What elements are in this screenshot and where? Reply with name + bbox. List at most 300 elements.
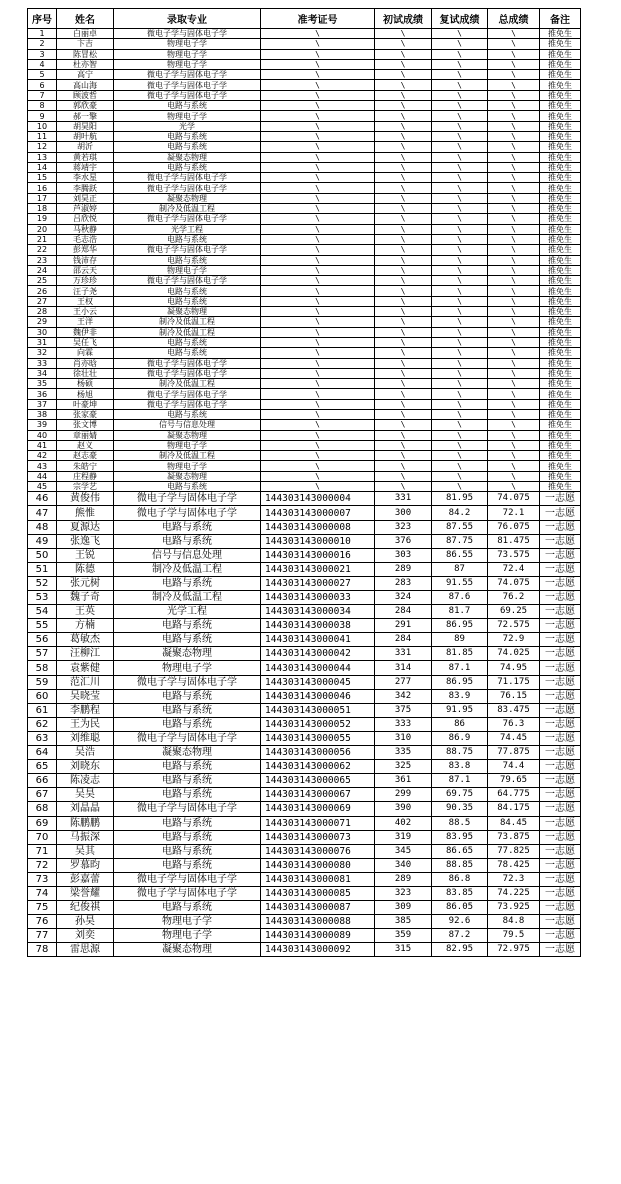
cell-initial-score: \ (375, 193, 432, 203)
cell-total-score: 74.075 (488, 492, 540, 506)
table-row (28, 605, 581, 619)
cell-retest-score: \ (432, 348, 488, 358)
cell-remark: 一志愿 (540, 689, 581, 703)
cell-retest-score: 87 (432, 562, 488, 576)
cell-remark: 一志愿 (540, 872, 581, 886)
cell-initial-score: 277 (375, 675, 432, 689)
cell-index: 70 (28, 830, 57, 844)
table-row (28, 506, 581, 520)
cell-remark: 一志愿 (540, 731, 581, 745)
cell-major: 电路与系统 (114, 633, 261, 647)
cell-remark: 推免生 (540, 183, 581, 193)
table-row (28, 534, 581, 548)
cell-initial-score: \ (375, 327, 432, 337)
cell-initial-score: \ (375, 142, 432, 152)
table-row (28, 101, 581, 111)
cell-major: 电路与系统 (114, 520, 261, 534)
cell-remark: 一志愿 (540, 830, 581, 844)
header-major: 录取专业 (114, 9, 261, 29)
cell-index: 3 (28, 49, 57, 59)
cell-total-score: 83.475 (488, 703, 540, 717)
cell-name: 王小云 (57, 307, 114, 317)
cell-major: 制冷及低温工程 (114, 317, 261, 327)
cell-retest-score: \ (432, 142, 488, 152)
cell-name: 庄程静 (57, 471, 114, 481)
cell-index: 75 (28, 901, 57, 915)
cell-index: 74 (28, 886, 57, 900)
cell-retest-score: \ (432, 111, 488, 121)
table-row (28, 162, 581, 172)
cell-remark: 推免生 (540, 224, 581, 234)
cell-name: 王英 (57, 605, 114, 619)
cell-index: 62 (28, 717, 57, 731)
table-row (28, 80, 581, 90)
cell-index: 5 (28, 70, 57, 80)
cell-initial-score: \ (375, 265, 432, 275)
table-row (28, 389, 581, 399)
cell-major: 微电子学与固体电子学 (114, 80, 261, 90)
cell-total-score: \ (488, 173, 540, 183)
table-row (28, 307, 581, 317)
cell-major: 凝聚态物理 (114, 471, 261, 481)
table-row (28, 619, 581, 633)
table-row (28, 471, 581, 481)
cell-initial-score: 291 (375, 619, 432, 633)
cell-retest-score: \ (432, 234, 488, 244)
cell-ticket: \ (261, 317, 375, 327)
cell-initial-score: \ (375, 59, 432, 69)
table-row (28, 296, 581, 306)
cell-name: 章丽婧 (57, 430, 114, 440)
cell-name: 向霖 (57, 348, 114, 358)
table-row (28, 746, 581, 760)
cell-initial-score: \ (375, 49, 432, 59)
cell-major: 电路与系统 (114, 101, 261, 111)
cell-retest-score: \ (432, 152, 488, 162)
cell-remark: 一志愿 (540, 675, 581, 689)
cell-major: 微电子学与固体电子学 (114, 492, 261, 506)
cell-total-score: \ (488, 142, 540, 152)
cell-ticket: 144303143000008 (261, 520, 375, 534)
cell-ticket: 144303143000092 (261, 943, 375, 957)
cell-major: 电路与系统 (114, 830, 261, 844)
cell-name: 张逸飞 (57, 534, 114, 548)
table-row (28, 661, 581, 675)
cell-total-score: \ (488, 245, 540, 255)
cell-initial-score: \ (375, 420, 432, 430)
cell-initial-score: 283 (375, 576, 432, 590)
cell-ticket: 144303143000056 (261, 746, 375, 760)
cell-total-score: \ (488, 276, 540, 286)
cell-major: 电路与系统 (114, 534, 261, 548)
table-row (28, 844, 581, 858)
cell-total-score: 72.3 (488, 872, 540, 886)
cell-total-score: \ (488, 451, 540, 461)
cell-initial-score: 323 (375, 886, 432, 900)
cell-remark: 推免生 (540, 121, 581, 131)
cell-name: 吴昊 (57, 788, 114, 802)
cell-ticket: 144303143000010 (261, 534, 375, 548)
cell-retest-score: \ (432, 409, 488, 419)
cell-total-score: \ (488, 162, 540, 172)
cell-major: 电路与系统 (114, 901, 261, 915)
cell-ticket: \ (261, 121, 375, 131)
cell-total-score: \ (488, 358, 540, 368)
cell-name: 黄若琪 (57, 152, 114, 162)
cell-initial-score: \ (375, 389, 432, 399)
cell-initial-score: 390 (375, 802, 432, 816)
cell-remark: 推免生 (540, 440, 581, 450)
table-row (28, 562, 581, 576)
cell-retest-score: \ (432, 214, 488, 224)
cell-major: 制冷及低温工程 (114, 379, 261, 389)
cell-total-score: 72.1 (488, 506, 540, 520)
cell-remark: 推免生 (540, 193, 581, 203)
cell-initial-score: \ (375, 183, 432, 193)
cell-index: 48 (28, 520, 57, 534)
cell-name: 马振深 (57, 830, 114, 844)
cell-name: 吴晓莹 (57, 689, 114, 703)
table-row (28, 70, 581, 80)
cell-initial-score: \ (375, 131, 432, 141)
cell-remark: 推免生 (540, 90, 581, 100)
cell-remark: 推免生 (540, 348, 581, 358)
cell-total-score: \ (488, 471, 540, 481)
cell-index: 45 (28, 482, 57, 492)
cell-ticket: \ (261, 471, 375, 481)
cell-retest-score: \ (432, 70, 488, 80)
cell-remark: 推免生 (540, 430, 581, 440)
table-row (28, 399, 581, 409)
cell-remark: 一志愿 (540, 717, 581, 731)
cell-retest-score: 82.95 (432, 943, 488, 957)
table-row (28, 858, 581, 872)
cell-initial-score: 299 (375, 788, 432, 802)
cell-index: 46 (28, 492, 57, 506)
cell-index: 52 (28, 576, 57, 590)
cell-remark: 一志愿 (540, 661, 581, 675)
cell-ticket: \ (261, 70, 375, 80)
cell-index: 36 (28, 389, 57, 399)
cell-remark: 推免生 (540, 204, 581, 214)
table-body (28, 29, 581, 957)
admission-table (27, 8, 581, 957)
cell-index: 26 (28, 286, 57, 296)
cell-major: 凝聚态物理 (114, 430, 261, 440)
cell-retest-score: 91.55 (432, 576, 488, 590)
cell-ticket: \ (261, 296, 375, 306)
cell-index: 22 (28, 245, 57, 255)
cell-name: 万珍珍 (57, 276, 114, 286)
table-row (28, 379, 581, 389)
cell-retest-score: 88.75 (432, 746, 488, 760)
cell-remark: 一志愿 (540, 858, 581, 872)
cell-retest-score: \ (432, 121, 488, 131)
cell-initial-score: 289 (375, 872, 432, 886)
table-row (28, 204, 581, 214)
cell-initial-score: 331 (375, 492, 432, 506)
cell-ticket: 144303143000067 (261, 788, 375, 802)
cell-initial-score: \ (375, 245, 432, 255)
cell-remark: 一志愿 (540, 576, 581, 590)
table-row (28, 548, 581, 562)
cell-retest-score: \ (432, 193, 488, 203)
table-row (28, 492, 581, 506)
cell-initial-score: \ (375, 204, 432, 214)
cell-index: 66 (28, 774, 57, 788)
cell-initial-score: 303 (375, 548, 432, 562)
cell-major: 电路与系统 (114, 296, 261, 306)
cell-name: 张文博 (57, 420, 114, 430)
cell-retest-score: \ (432, 368, 488, 378)
cell-total-score: \ (488, 348, 540, 358)
cell-ticket: 144303143000055 (261, 731, 375, 745)
cell-remark: 推免生 (540, 101, 581, 111)
cell-retest-score: \ (432, 471, 488, 481)
cell-retest-score: 87.1 (432, 774, 488, 788)
cell-ticket: \ (261, 461, 375, 471)
cell-index: 32 (28, 348, 57, 358)
cell-initial-score: 289 (375, 562, 432, 576)
cell-ticket: 144303143000089 (261, 929, 375, 943)
cell-initial-score: \ (375, 90, 432, 100)
table-row (28, 214, 581, 224)
cell-retest-score: 86.55 (432, 548, 488, 562)
cell-name: 杨旭 (57, 389, 114, 399)
cell-name: 罗慕昀 (57, 858, 114, 872)
cell-remark: 推免生 (540, 39, 581, 49)
cell-major: 电路与系统 (114, 337, 261, 347)
cell-total-score: \ (488, 420, 540, 430)
cell-initial-score: \ (375, 379, 432, 389)
cell-name: 陈鹏鹏 (57, 816, 114, 830)
cell-major: 电路与系统 (114, 131, 261, 141)
cell-total-score: 72.975 (488, 943, 540, 957)
cell-major: 微电子学与固体电子学 (114, 358, 261, 368)
cell-initial-score: \ (375, 451, 432, 461)
cell-total-score: \ (488, 482, 540, 492)
cell-initial-score: 376 (375, 534, 432, 548)
cell-total-score: 84.175 (488, 802, 540, 816)
header-initial-score: 初试成绩 (375, 9, 432, 29)
cell-remark: 推免生 (540, 337, 581, 347)
cell-ticket: \ (261, 224, 375, 234)
cell-ticket: 144303143000046 (261, 689, 375, 703)
cell-remark: 一志愿 (540, 647, 581, 661)
cell-ticket: 144303143000085 (261, 886, 375, 900)
cell-ticket: 144303143000069 (261, 802, 375, 816)
cell-total-score: \ (488, 430, 540, 440)
cell-total-score: \ (488, 80, 540, 90)
cell-retest-score: 86.95 (432, 619, 488, 633)
table-row (28, 731, 581, 745)
cell-ticket: \ (261, 255, 375, 265)
cell-major: 物理电子学 (114, 39, 261, 49)
cell-initial-score: \ (375, 70, 432, 80)
table-row (28, 802, 581, 816)
table-row (28, 886, 581, 900)
cell-major: 微电子学与固体电子学 (114, 731, 261, 745)
cell-initial-score: 324 (375, 591, 432, 605)
cell-index: 47 (28, 506, 57, 520)
cell-name: 王洋 (57, 317, 114, 327)
cell-index: 4 (28, 59, 57, 69)
cell-major: 电路与系统 (114, 844, 261, 858)
cell-initial-score: \ (375, 337, 432, 347)
cell-initial-score: \ (375, 440, 432, 450)
cell-index: 72 (28, 858, 57, 872)
cell-name: 顾波哲 (57, 90, 114, 100)
cell-total-score: \ (488, 317, 540, 327)
cell-ticket: 144303143000087 (261, 901, 375, 915)
cell-initial-score: \ (375, 409, 432, 419)
cell-name: 徐壮壮 (57, 368, 114, 378)
cell-remark: 一志愿 (540, 591, 581, 605)
cell-total-score: \ (488, 70, 540, 80)
cell-major: 微电子学与固体电子学 (114, 389, 261, 399)
cell-index: 60 (28, 689, 57, 703)
cell-initial-score: 345 (375, 844, 432, 858)
cell-name: 雷思源 (57, 943, 114, 957)
cell-retest-score: \ (432, 80, 488, 90)
cell-ticket: \ (261, 29, 375, 39)
table-row (28, 901, 581, 915)
cell-ticket: \ (261, 234, 375, 244)
cell-initial-score: \ (375, 430, 432, 440)
cell-total-score: \ (488, 49, 540, 59)
cell-retest-score: \ (432, 245, 488, 255)
header-name: 姓名 (57, 9, 114, 29)
cell-name: 杜亦智 (57, 59, 114, 69)
cell-retest-score: 87.1 (432, 661, 488, 675)
cell-retest-score: \ (432, 379, 488, 389)
cell-remark: 推免生 (540, 286, 581, 296)
cell-index: 58 (28, 661, 57, 675)
cell-remark: 一志愿 (540, 788, 581, 802)
cell-total-score: 73.575 (488, 548, 540, 562)
cell-major: 光学工程 (114, 605, 261, 619)
cell-name: 叶豪坤 (57, 399, 114, 409)
cell-index: 56 (28, 633, 57, 647)
cell-total-score: 74.225 (488, 886, 540, 900)
cell-initial-score: \ (375, 482, 432, 492)
cell-name: 方楠 (57, 619, 114, 633)
cell-index: 6 (28, 80, 57, 90)
cell-ticket: 144303143000062 (261, 760, 375, 774)
cell-name: 胡叶航 (57, 131, 114, 141)
cell-index: 13 (28, 152, 57, 162)
cell-ticket: 144303143000080 (261, 858, 375, 872)
cell-major: 制冷及低温工程 (114, 204, 261, 214)
cell-remark: 推免生 (540, 317, 581, 327)
table-row (28, 591, 581, 605)
table-row (28, 647, 581, 661)
cell-total-score: \ (488, 409, 540, 419)
cell-index: 17 (28, 193, 57, 203)
cell-total-score: \ (488, 204, 540, 214)
cell-major: 制冷及低温工程 (114, 562, 261, 576)
cell-name: 梁誉耀 (57, 886, 114, 900)
cell-index: 10 (28, 121, 57, 131)
cell-index: 20 (28, 224, 57, 234)
cell-retest-score: 86.65 (432, 844, 488, 858)
cell-initial-score: 335 (375, 746, 432, 760)
cell-index: 43 (28, 461, 57, 471)
cell-ticket: \ (261, 337, 375, 347)
cell-ticket: \ (261, 348, 375, 358)
cell-remark: 一志愿 (540, 844, 581, 858)
table-row (28, 142, 581, 152)
cell-ticket: \ (261, 420, 375, 430)
cell-remark: 一志愿 (540, 943, 581, 957)
cell-initial-score: 325 (375, 760, 432, 774)
cell-ticket: \ (261, 379, 375, 389)
cell-ticket: \ (261, 286, 375, 296)
cell-ticket: 144303143000042 (261, 647, 375, 661)
table-row (28, 348, 581, 358)
cell-ticket: \ (261, 80, 375, 90)
cell-index: 7 (28, 90, 57, 100)
cell-index: 1 (28, 29, 57, 39)
cell-major: 电路与系统 (114, 760, 261, 774)
cell-name: 陈冒松 (57, 49, 114, 59)
cell-name: 胡昊阳 (57, 121, 114, 131)
cell-major: 物理电子学 (114, 440, 261, 450)
cell-total-score: \ (488, 131, 540, 141)
cell-retest-score: \ (432, 451, 488, 461)
cell-index: 40 (28, 430, 57, 440)
cell-retest-score: \ (432, 101, 488, 111)
cell-initial-score: \ (375, 101, 432, 111)
cell-remark: 一志愿 (540, 816, 581, 830)
cell-name: 张元树 (57, 576, 114, 590)
cell-retest-score: \ (432, 461, 488, 471)
cell-total-score: \ (488, 39, 540, 49)
cell-name: 刘奕 (57, 929, 114, 943)
cell-name: 吴浩 (57, 746, 114, 760)
cell-major: 微电子学与固体电子学 (114, 675, 261, 689)
cell-total-score: 73.875 (488, 830, 540, 844)
cell-initial-score: \ (375, 162, 432, 172)
cell-name: 芦淑婷 (57, 204, 114, 214)
cell-major: 制冷及低温工程 (114, 451, 261, 461)
cell-ticket: 144303143000081 (261, 872, 375, 886)
cell-remark: 一志愿 (540, 746, 581, 760)
cell-initial-score: 284 (375, 633, 432, 647)
cell-retest-score: 92.6 (432, 915, 488, 929)
cell-major: 物理电子学 (114, 265, 261, 275)
cell-name: 夏源达 (57, 520, 114, 534)
cell-index: 18 (28, 204, 57, 214)
cell-retest-score: \ (432, 255, 488, 265)
cell-name: 刘昊正 (57, 193, 114, 203)
cell-total-score: \ (488, 214, 540, 224)
cell-initial-score: \ (375, 276, 432, 286)
table-row (28, 482, 581, 492)
cell-major: 微电子学与固体电子学 (114, 70, 261, 80)
cell-remark: 一志愿 (540, 619, 581, 633)
table-row (28, 689, 581, 703)
cell-major: 微电子学与固体电子学 (114, 368, 261, 378)
cell-index: 37 (28, 399, 57, 409)
table-row (28, 337, 581, 347)
cell-retest-score: \ (432, 420, 488, 430)
cell-total-score: \ (488, 337, 540, 347)
cell-major: 电路与系统 (114, 717, 261, 731)
cell-remark: 推免生 (540, 255, 581, 265)
cell-remark: 推免生 (540, 152, 581, 162)
cell-ticket: \ (261, 183, 375, 193)
